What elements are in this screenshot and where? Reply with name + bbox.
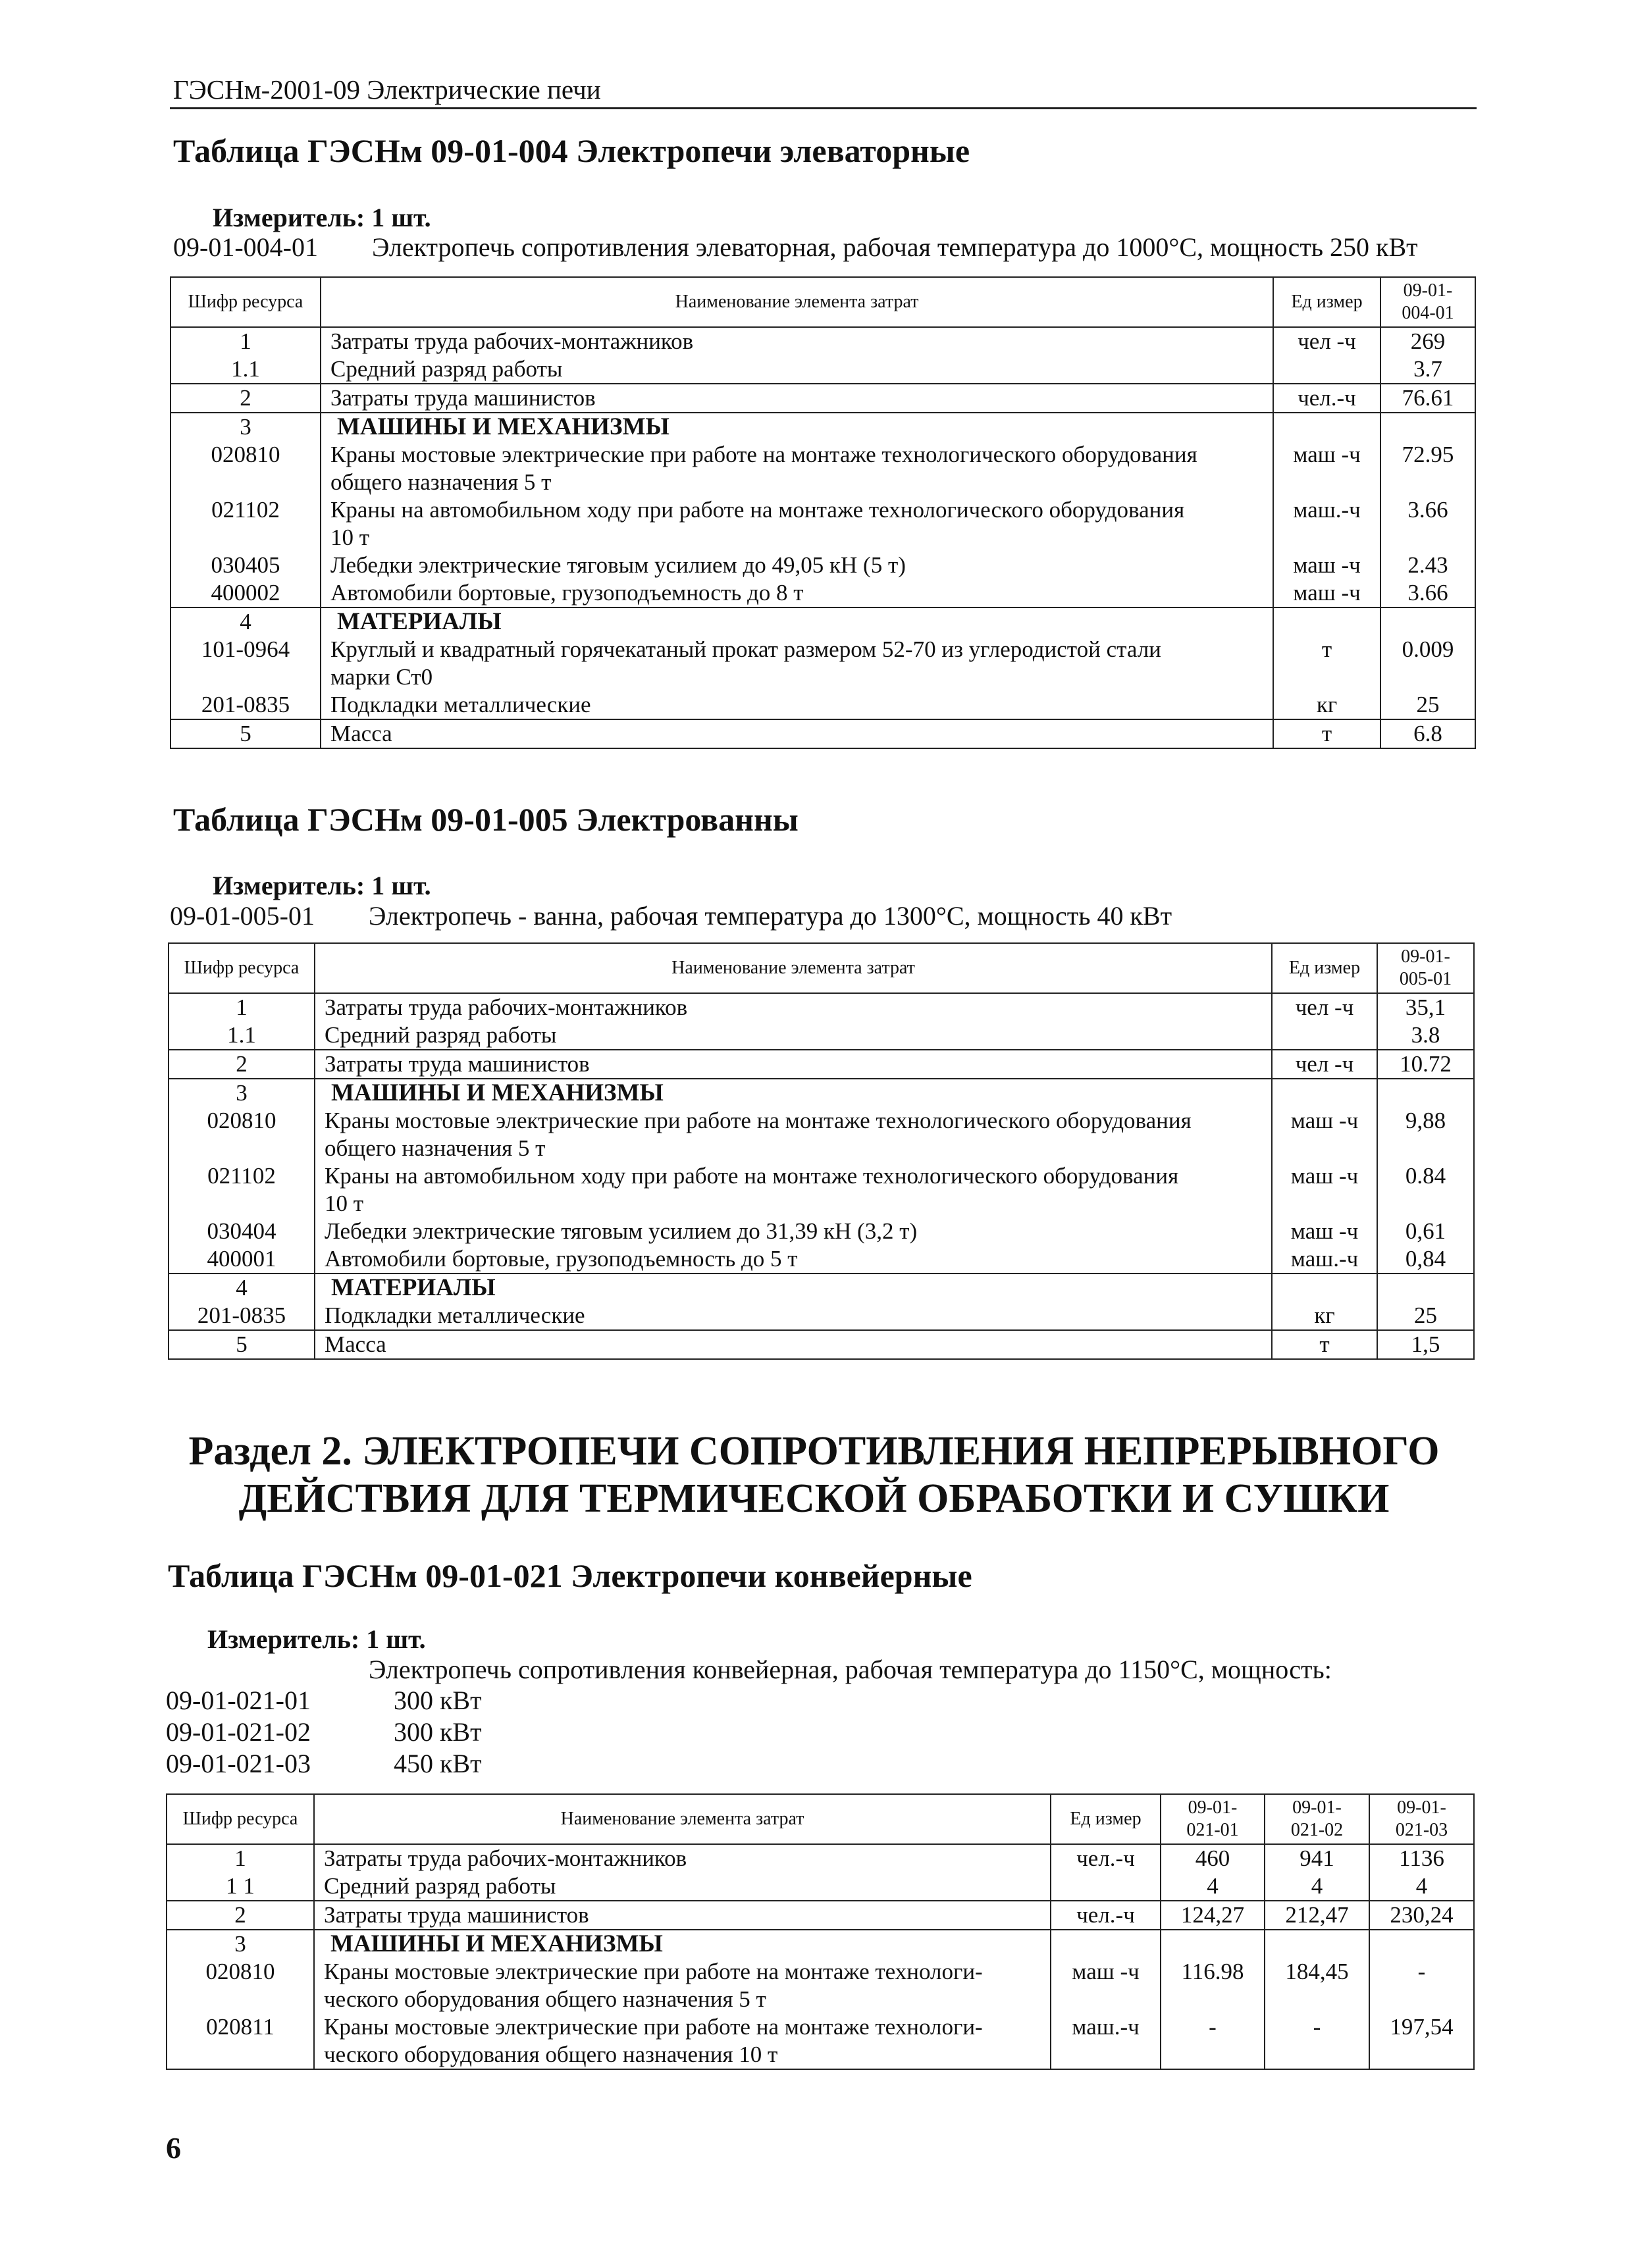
name-header: Наименование элемента затрат [321, 277, 1273, 327]
table-1-position [173, 232, 1418, 263]
variant-power: 450 кВт [394, 1749, 482, 1778]
norm-value: 0,84 [1377, 1245, 1474, 1274]
cost-element-name [321, 441, 1273, 496]
name-line: общего назначения 5 т [330, 469, 552, 495]
unit [1273, 355, 1380, 384]
norm-value: 460 [1161, 1844, 1265, 1872]
measure-value: 1 шт. [371, 871, 431, 900]
name-line: Затраты труда рабочих-монтажников [330, 328, 694, 354]
name-line: Лебедки электрические тяговым усилием до 49,05 кН (5 т) [330, 552, 906, 578]
unit: чел.-ч [1273, 384, 1380, 413]
table-row [167, 1958, 1474, 2013]
norm-value: 10.72 [1377, 1050, 1474, 1079]
cost-element-name [321, 552, 1273, 579]
norm-value: 3.66 [1380, 496, 1475, 552]
resource-code: 400002 [171, 579, 321, 607]
resource-code: 030405 [171, 552, 321, 579]
table-2 [168, 942, 1475, 1360]
name-line: МАШИНЫ И МЕХАНИЗМЫ [330, 1930, 663, 1957]
cost-element-name [314, 1901, 1051, 1930]
measure-value: 1 шт. [366, 1624, 426, 1654]
resource-code: 1 [169, 993, 315, 1021]
name-line: Средний разряд работы [330, 356, 563, 382]
norm-value: - [1161, 2013, 1265, 2069]
position-desc: Электропечь - ванна, рабочая температура до 1300°С, мощность 40 кВт [369, 901, 1172, 931]
resource-code: 4 [171, 607, 321, 636]
name-line: Масса [330, 721, 392, 746]
norm-value: 3.7 [1380, 355, 1475, 384]
section-row [171, 607, 1475, 636]
table-row [169, 1021, 1474, 1050]
name-line: Краны на автомобильном ходу при работе на монтаже технологического оборудования [330, 497, 1185, 523]
resource-code: 2 [171, 384, 321, 413]
name-line: Лебедки электрические тяговым усилием до 31,39 кН (3,2 т) [325, 1218, 918, 1244]
resource-code: 030404 [169, 1218, 315, 1245]
name-line: Автомобили бортовые, грузоподъемность до 5 т [325, 1246, 798, 1272]
page-number: 6 [166, 2131, 181, 2165]
norm-value: 124,27 [1161, 1901, 1265, 1930]
table-row [171, 691, 1475, 719]
norm-value [1265, 1930, 1369, 1958]
norm-value: 9,88 [1377, 1107, 1474, 1162]
norm-value: 941 [1265, 1844, 1369, 1872]
resource-code: 021102 [171, 496, 321, 552]
name-line: ческого оборудования общего назначения 5 т [324, 1986, 766, 2012]
name-line: 10 т [330, 525, 370, 550]
table-row [169, 1245, 1474, 1274]
resource-code: 3 [171, 413, 321, 441]
name-line: Средний разряд работы [325, 1022, 557, 1048]
resource-code: 4 [169, 1274, 315, 1302]
variant-code: 09-01-021-01 [166, 1686, 311, 1715]
unit [1272, 1274, 1377, 1302]
variant-code: 09-01-021-03 [166, 1749, 311, 1778]
measure-value: 1 шт. [371, 203, 431, 232]
cost-element-name [315, 1050, 1272, 1079]
norm-value: - [1265, 2013, 1369, 2069]
unit: чел.-ч [1051, 1844, 1161, 1872]
table-row [169, 1050, 1474, 1079]
cost-element-name [315, 1218, 1272, 1245]
table-row [169, 1218, 1474, 1245]
value-header-line: 021-01 [1186, 1820, 1239, 1840]
resource-code: 5 [171, 719, 321, 748]
position-desc: Электропечь сопротивления элеваторная, рабочая температура до 1000°С, мощность 250 кВт [372, 232, 1418, 262]
value-header-line: 09-01- [1403, 280, 1453, 301]
table-row [169, 1162, 1474, 1218]
cost-element-name [314, 1958, 1051, 2013]
table-row [169, 1302, 1474, 1330]
norm-value: 1136 [1369, 1844, 1474, 1872]
name-line: ческого оборудования общего назначения 10 т [324, 2042, 778, 2067]
unit-header: Ед измер [1051, 1794, 1161, 1844]
norm-value: 0,61 [1377, 1218, 1474, 1245]
norm-value: 3.66 [1380, 579, 1475, 607]
unit [1051, 1872, 1161, 1901]
table-3 [166, 1793, 1475, 2070]
value-header-line: 005-01 [1399, 969, 1452, 989]
resource-code: 020810 [169, 1107, 315, 1162]
unit: т [1273, 719, 1380, 748]
position-code: 09-01-004-01 [173, 232, 318, 262]
cost-element-name [321, 355, 1273, 384]
resource-code: 201-0835 [171, 691, 321, 719]
cost-element-name [321, 691, 1273, 719]
variant-code: 09-01-021-02 [166, 1717, 311, 1747]
resource-code: 1 [167, 1844, 314, 1872]
name-line: МАШИНЫ И МЕХАНИЗМЫ [331, 1079, 664, 1106]
section-heading [321, 607, 1273, 636]
norm-value: 0.84 [1377, 1162, 1474, 1218]
norm-value: 72.95 [1380, 441, 1475, 496]
table-1-measure [213, 202, 431, 233]
unit: маш -ч [1273, 441, 1380, 496]
value-header-line: 021-03 [1395, 1820, 1448, 1840]
name-line: МАТЕРИАЛЫ [331, 1274, 496, 1301]
value-header [1369, 1794, 1474, 1844]
resource-code: 1 [171, 327, 321, 355]
value-header [1265, 1794, 1369, 1844]
unit: маш -ч [1272, 1162, 1377, 1218]
unit: маш -ч [1273, 579, 1380, 607]
name-header: Наименование элемента затрат [314, 1794, 1051, 1844]
cost-element-name [315, 1330, 1272, 1359]
name-line: Масса [325, 1331, 386, 1357]
norm-value: 116.98 [1161, 1958, 1265, 2013]
norm-value [1369, 1930, 1474, 1958]
unit: чел -ч [1273, 327, 1380, 355]
norm-value: 4 [1265, 1872, 1369, 1901]
measure-label: Измеритель: [207, 1624, 360, 1654]
unit [1273, 607, 1380, 636]
unit: чел -ч [1272, 1050, 1377, 1079]
norm-value [1377, 1079, 1474, 1107]
norm-value: 2.43 [1380, 552, 1475, 579]
table-2-position [170, 900, 1172, 931]
unit: маш.-ч [1272, 1245, 1377, 1274]
name-line: МАШИНЫ И МЕХАНИЗМЫ [337, 413, 670, 440]
section-title-line-1: Раздел 2. ЭЛЕКТРОПЕЧИ СОПРОТИВЛЕНИЯ НЕПРЕРЫВНОГО [188, 1429, 1440, 1474]
table-row [171, 552, 1475, 579]
resource-code: 2 [167, 1901, 314, 1930]
norm-value: 4 [1161, 1872, 1265, 1901]
unit: маш -ч [1273, 552, 1380, 579]
variant-row [166, 1748, 482, 1779]
norm-value: 25 [1377, 1302, 1474, 1330]
unit: маш.-ч [1273, 496, 1380, 552]
resource-code: 101-0964 [171, 636, 321, 691]
table-3-desc: Электропечь сопротивления конвейерная, рабочая температура до 1150°С, мощность: [369, 1655, 1332, 1684]
norm-value [1380, 413, 1475, 441]
norm-value: 269 [1380, 327, 1475, 355]
value-header [1161, 1794, 1265, 1844]
cost-element-name [321, 327, 1273, 355]
norm-value [1380, 607, 1475, 636]
name-line: Затраты труда рабочих-монтажников [325, 994, 688, 1020]
measure-label: Измеритель: [213, 871, 365, 900]
unit: чел.-ч [1051, 1901, 1161, 1930]
table-row [167, 2013, 1474, 2069]
resource-code: 3 [169, 1079, 315, 1107]
unit: т [1273, 636, 1380, 691]
unit: маш -ч [1051, 1958, 1161, 2013]
norm-value: 212,47 [1265, 1901, 1369, 1930]
resource-code: 020810 [171, 441, 321, 496]
resource-code: 1 1 [167, 1872, 314, 1901]
section-row [167, 1930, 1474, 1958]
unit-header: Ед измер [1272, 943, 1377, 993]
cost-element-name [315, 993, 1272, 1021]
table-3-title: Таблица ГЭСНм 09-01-021 Электропечи конвейерные [168, 1557, 972, 1594]
table-row [171, 355, 1475, 384]
cost-element-name [314, 2013, 1051, 2069]
measure-label: Измеритель: [213, 203, 365, 232]
name-line: марки Ст0 [330, 664, 433, 690]
table-row [171, 636, 1475, 691]
name-line: общего назначения 5 т [325, 1135, 546, 1161]
code-header: Шифр ресурса [171, 277, 321, 327]
resource-code: 3 [167, 1930, 314, 1958]
position-code: 09-01-005-01 [170, 901, 315, 931]
table-2-measure [213, 870, 431, 901]
section-title-line-2: ДЕЙСТВИЯ ДЛЯ ТЕРМИЧЕСКОЙ ОБРАБОТКИ И СУШКИ [238, 1476, 1390, 1521]
table-3-measure [207, 1624, 426, 1655]
unit: маш.-ч [1051, 2013, 1161, 2069]
value-header-line: 09-01- [1188, 1797, 1238, 1818]
norm-value: 1,5 [1377, 1330, 1474, 1359]
table-row [171, 579, 1475, 607]
page-header: ГЭСНм-2001-09 Электрические печи [173, 74, 601, 105]
name-line: Затраты труда машинистов [325, 1051, 590, 1077]
table-row [167, 1844, 1474, 1872]
norm-value [1377, 1274, 1474, 1302]
value-header [1377, 943, 1474, 993]
resource-code: 021102 [169, 1162, 315, 1218]
resource-code: 2 [169, 1050, 315, 1079]
variant-row [166, 1685, 482, 1716]
unit [1051, 1930, 1161, 1958]
table-row [171, 327, 1475, 355]
value-header-line: 09-01- [1401, 946, 1450, 967]
header-row [171, 277, 1475, 327]
name-line: Краны мостовые электрические при работе на монтаже технологи- [324, 1959, 983, 1984]
name-line: Краны мостовые электрические при работе на монтаже технологического оборудования [330, 442, 1197, 467]
table-2-title: Таблица ГЭСНм 09-01-005 Электрованны [173, 801, 799, 838]
unit [1272, 1021, 1377, 1050]
variant-row [166, 1716, 482, 1747]
norm-value: 184,45 [1265, 1958, 1369, 2013]
header-rule [170, 107, 1477, 109]
section-row [169, 1079, 1474, 1107]
unit: маш -ч [1272, 1218, 1377, 1245]
table-row [169, 993, 1474, 1021]
value-header-line: 021-02 [1290, 1820, 1344, 1840]
resource-code: 201-0835 [169, 1302, 315, 1330]
table-row [167, 1901, 1474, 1930]
norm-value: 197,54 [1369, 2013, 1474, 2069]
cost-element-name [314, 1872, 1051, 1901]
section-heading [321, 413, 1273, 441]
resource-code: 1.1 [171, 355, 321, 384]
section-heading [314, 1930, 1051, 1958]
unit: т [1272, 1330, 1377, 1359]
table-row [169, 1330, 1474, 1359]
name-line: Средний разряд работы [324, 1873, 556, 1899]
table-row [169, 1107, 1474, 1162]
table-row [167, 1872, 1474, 1901]
value-header-line: 09-01- [1397, 1797, 1446, 1818]
cost-element-name [315, 1107, 1272, 1162]
header-row [169, 943, 1474, 993]
cost-element-name [315, 1021, 1272, 1050]
resource-code: 020811 [167, 2013, 314, 2069]
cost-element-name [321, 496, 1273, 552]
norm-value: 3.8 [1377, 1021, 1474, 1050]
norm-value: - [1369, 1958, 1474, 2013]
unit: маш -ч [1272, 1107, 1377, 1162]
cost-element-name [321, 579, 1273, 607]
unit [1273, 413, 1380, 441]
variant-power: 300 кВт [394, 1686, 482, 1715]
table-1-title: Таблица ГЭСНм 09-01-004 Электропечи элеваторные [173, 132, 970, 169]
name-line: Подкладки металлические [325, 1302, 585, 1328]
norm-value: 35,1 [1377, 993, 1474, 1021]
unit: кг [1273, 691, 1380, 719]
value-header-line: 09-01- [1292, 1797, 1342, 1818]
resource-code: 5 [169, 1330, 315, 1359]
norm-value [1161, 1930, 1265, 1958]
cost-element-name [321, 719, 1273, 748]
norm-value: 25 [1380, 691, 1475, 719]
resource-code: 020810 [167, 1958, 314, 2013]
table-row [171, 384, 1475, 413]
norm-value: 76.61 [1380, 384, 1475, 413]
cost-element-name [321, 636, 1273, 691]
header-row [167, 1794, 1474, 1844]
unit [1272, 1079, 1377, 1107]
code-header: Шифр ресурса [167, 1794, 314, 1844]
name-line: Краны мостовые электрические при работе на монтаже технологического оборудования [325, 1108, 1192, 1133]
resource-code: 400001 [169, 1245, 315, 1274]
resource-code: 1.1 [169, 1021, 315, 1050]
cost-element-name [321, 384, 1273, 413]
name-header: Наименование элемента затрат [315, 943, 1272, 993]
section-heading [315, 1079, 1272, 1107]
name-line: Подкладки металлические [330, 692, 591, 717]
unit: кг [1272, 1302, 1377, 1330]
name-line: Краны на автомобильном ходу при работе на монтаже технологического оборудования [325, 1163, 1179, 1189]
name-line: Затраты труда машинистов [324, 1902, 589, 1928]
name-line: Автомобили бортовые, грузоподъемность до 8 т [330, 580, 804, 606]
name-line: 10 т [325, 1191, 364, 1216]
table-1 [170, 276, 1476, 749]
norm-value: 0.009 [1380, 636, 1475, 691]
cost-element-name [315, 1162, 1272, 1218]
section-heading [315, 1274, 1272, 1302]
unit: чел -ч [1272, 993, 1377, 1021]
table-row [171, 441, 1475, 496]
name-line: Краны мостовые электрические при работе на монтаже технологи- [324, 2014, 983, 2040]
norm-value: 230,24 [1369, 1901, 1474, 1930]
value-header-line: 004-01 [1402, 303, 1454, 323]
section-row [171, 413, 1475, 441]
name-line: МАТЕРИАЛЫ [337, 608, 502, 635]
name-line: Затраты труда рабочих-монтажников [324, 1845, 687, 1871]
table-row [171, 719, 1475, 748]
table-row [171, 496, 1475, 552]
cost-element-name [314, 1844, 1051, 1872]
name-line: Круглый и квадратный горячекатаный прокат размером 52-70 из углеродистой стали [330, 636, 1161, 662]
name-line: Затраты труда машинистов [330, 385, 596, 411]
section-row [169, 1274, 1474, 1302]
unit-header: Ед измер [1273, 277, 1380, 327]
value-header [1380, 277, 1475, 327]
cost-element-name [315, 1302, 1272, 1330]
code-header: Шифр ресурса [169, 943, 315, 993]
cost-element-name [315, 1245, 1272, 1274]
variant-power: 300 кВт [394, 1717, 482, 1747]
norm-value: 6.8 [1380, 719, 1475, 748]
norm-value: 4 [1369, 1872, 1474, 1901]
